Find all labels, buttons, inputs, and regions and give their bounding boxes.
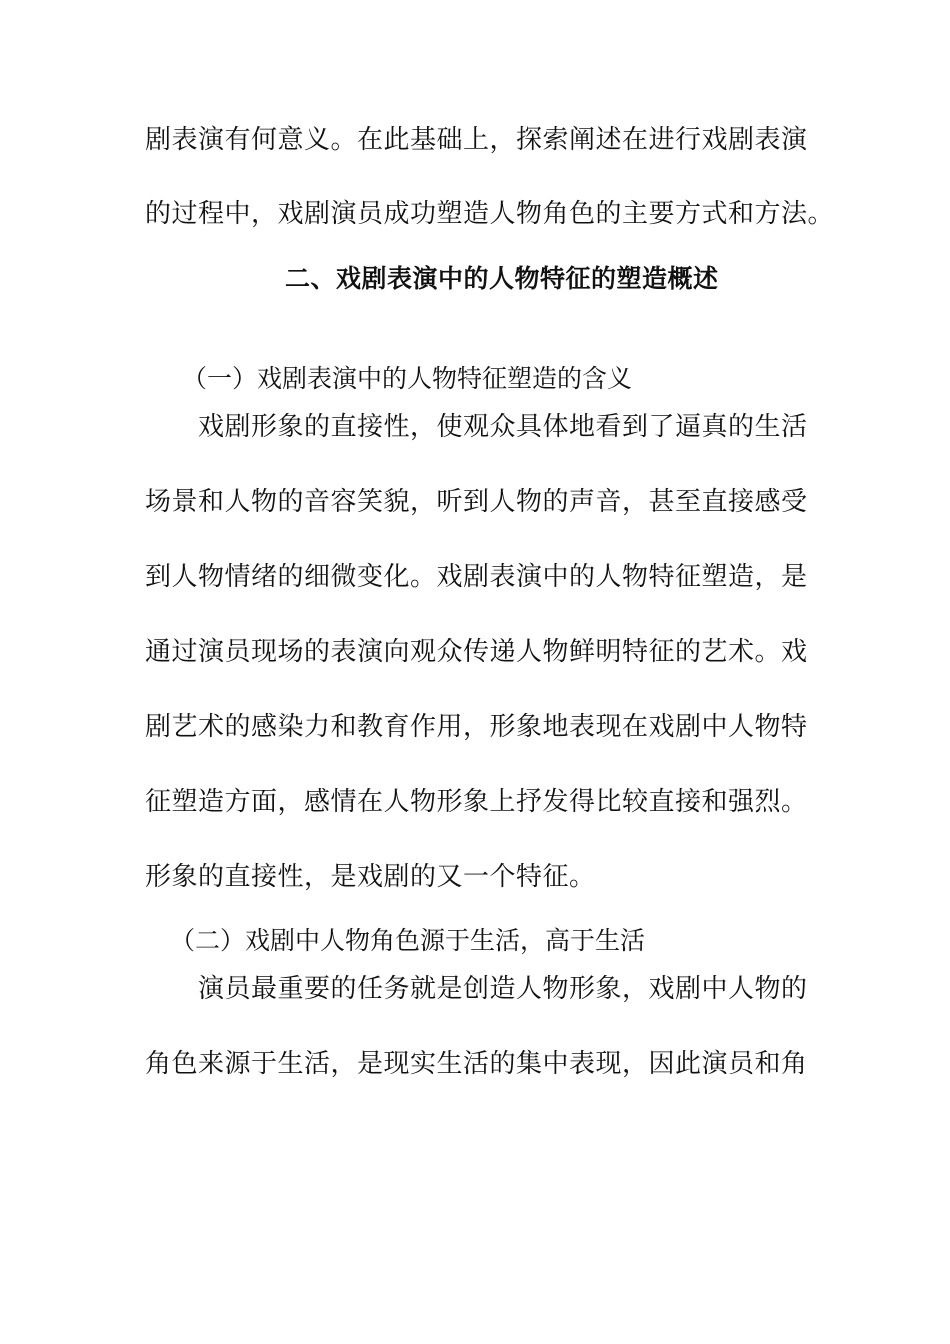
paragraph-line: 通过演员现场的表演向观众传递人物鲜明特征的艺术。戏 — [145, 637, 808, 667]
section-heading: 二、戏剧表演中的人物特征的塑造概述 — [285, 264, 719, 293]
paragraph-line: 到人物情绪的细微变化。戏剧表演中的人物特征塑造，是 — [145, 562, 808, 592]
paragraph-line: 演员最重要的任务就是创造人物形象，戏剧中人物的 — [145, 974, 808, 1004]
paragraph-line: 戏剧形象的直接性，使观众具体地看到了逼真的生活 — [145, 412, 808, 442]
paragraph-line: 场景和人物的音容笑貌，听到人物的声音，甚至直接感受 — [145, 487, 808, 517]
subsection-title: （二）戏剧中人物角色源于生活，高于生活 — [170, 926, 646, 955]
paragraph-line: 形象的直接性，是戏剧的又一个特征。 — [145, 862, 596, 892]
paragraph-line: 的过程中，戏剧演员成功塑造人物角色的主要方式和方法。 — [145, 199, 835, 229]
paragraph-line: 剧艺术的感染力和教育作用，形象地表现在戏剧中人物特 — [145, 712, 808, 742]
subsection-title: （一）戏剧表演中的人物特征塑造的含义 — [182, 364, 633, 393]
paragraph-line: 征塑造方面，感情在人物形象上抒发得比较直接和强烈。 — [145, 787, 808, 817]
paragraph-line: 角色来源于生活，是现实生活的集中表现，因此演员和角 — [145, 1049, 808, 1079]
paragraph-line: 剧表演有何意义。在此基础上，探索阐述在进行戏剧表演 — [145, 125, 808, 155]
